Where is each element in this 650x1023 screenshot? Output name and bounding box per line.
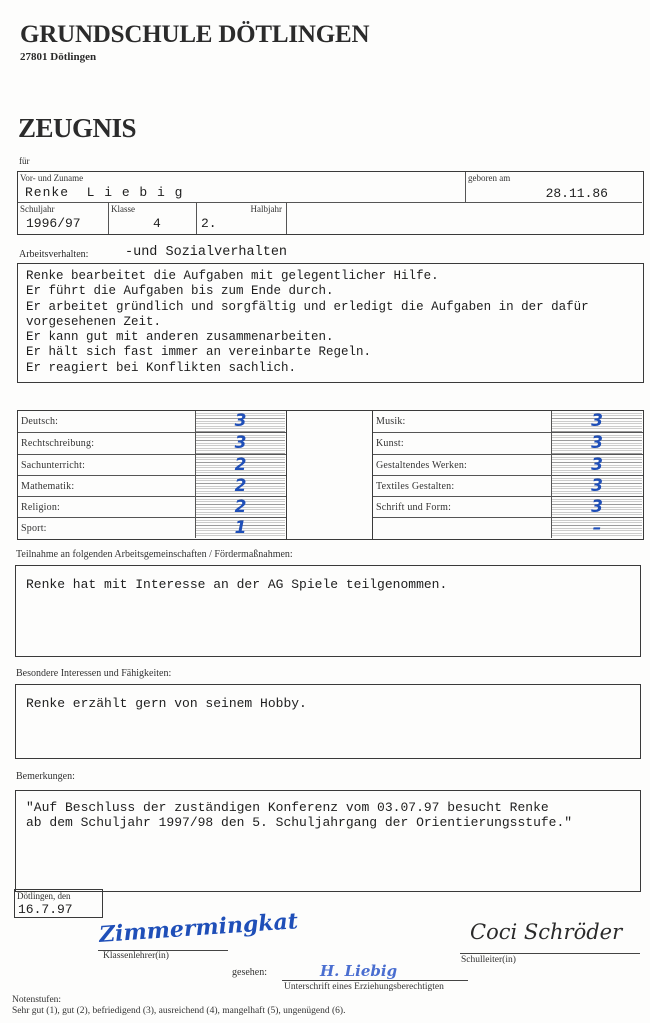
school-name: GRUNDSCHULE DÖTLINGEN [20, 21, 370, 48]
grade-value: 1 [234, 517, 247, 538]
notenstufen-text: Sehr gut (1), gut (2), befriedigend (3), ausreichend (4), mangelhaft (5), ungenügend (6). [12, 1006, 346, 1016]
arbeitsverhalten-line: Renke bearbeitet die Aufgaben mit gelegentlicher Hilfe. [26, 269, 439, 283]
interessen-box [15, 684, 641, 759]
grade-cell [195, 497, 285, 517]
grade-cell [551, 497, 642, 517]
grade-cell [551, 518, 642, 538]
issue-date: 16.7.97 [18, 902, 73, 917]
subject-name: Sachunterricht: [21, 460, 86, 471]
grade-row [373, 411, 643, 432]
grade-row [373, 475, 643, 496]
grade-row [373, 454, 643, 475]
arbeitsverhalten-line: Er führt die Aufgaben bis zum Ende durch. [26, 284, 334, 299]
klasse-cell [109, 203, 197, 234]
subject-name: Sport: [21, 523, 47, 534]
grades-table-left [17, 410, 287, 540]
grade-value: 3 [591, 496, 603, 517]
interessen-label: Besondere Interessen und Fähigkeiten: [16, 668, 172, 679]
grades-spacer-cell [285, 410, 374, 540]
grade-row [18, 496, 286, 517]
grade-row [18, 517, 286, 538]
grade-cell [195, 518, 285, 538]
grade-value: 3 [591, 475, 603, 496]
schuljahr-label: Schuljahr [20, 204, 55, 214]
grade-cell [195, 411, 285, 432]
halbjahr-label: Halbjahr [250, 204, 282, 214]
subject-name: Mathematik: [21, 481, 75, 492]
halbjahr-value: 2. [201, 216, 217, 231]
subject-name: Textiles Gestalten: [376, 481, 455, 492]
parent-signature: H. Liebig [320, 962, 398, 980]
grade-value: 2 [234, 454, 247, 475]
dob-cell [466, 172, 642, 203]
grade-row [373, 496, 643, 517]
arbeitsverhalten-label: Arbeitsverhalten: [19, 249, 89, 260]
place-label: Dötlingen, den [17, 891, 71, 901]
grade-cell [551, 433, 642, 454]
grade-row [373, 517, 643, 538]
arbeitsverhalten-line: Er arbeitet gründlich und sorgfältig und erledigt die Aufgaben in der dafür [26, 299, 589, 314]
arbeitsverhalten-line: vorgesehenen Zeit. [26, 314, 162, 329]
school-city: 27801 Dötlingen [20, 51, 97, 63]
bemerkungen-line: "Auf Beschluss der zuständigen Konferenz vom 03.07.97 besucht Renke [26, 800, 549, 815]
teilnahme-box [15, 565, 641, 657]
grade-row [18, 475, 286, 496]
teacher-signature: Zimmermingkat [98, 908, 299, 948]
subject-name: Deutsch: [21, 416, 59, 427]
parent-label: Unterschrift eines Erziehungsberechtigten [284, 982, 444, 992]
student-name: Renke L i e b i g [25, 185, 184, 200]
arbeitsverhalten-line: Er kann gut mit anderen zusammenarbeiten. [26, 330, 334, 345]
subject-name: Religion: [21, 502, 61, 513]
grade-cell [551, 455, 642, 475]
notenstufen-label: Notenstufen: [12, 995, 62, 1005]
dob-label: geboren am [468, 173, 511, 183]
grade-value: 3 [591, 433, 603, 453]
subject-name: Musik: [376, 416, 406, 427]
grade-value: 3 [591, 454, 603, 475]
document-title: ZEUGNIS [18, 113, 137, 143]
grade-cell [195, 476, 285, 496]
teilnahme-label: Teilnahme an folgenden Arbeitsgemeinschaften / Fördermaßnahmen: [16, 549, 293, 560]
grade-cell [195, 433, 285, 454]
arbeitsverhalten-line: Er reagiert bei Konflikten sachlich. [26, 360, 297, 375]
dob-value: 28.11.86 [545, 186, 608, 201]
schuljahr-cell [18, 203, 109, 234]
grade-row [373, 432, 643, 454]
grade-value: 2 [234, 496, 247, 517]
bemerkungen-box [15, 790, 641, 892]
grade-value: – [592, 517, 602, 538]
bemerkungen-label: Bemerkungen: [16, 771, 75, 782]
klasse-label: Klasse [111, 204, 135, 214]
subject-name: Schrift und Form: [376, 502, 452, 513]
grade-value: 3 [234, 433, 247, 453]
place-date-box [14, 889, 103, 918]
name-label: Vor- und Zuname [20, 173, 84, 183]
subject-name: Rechtschreibung: [21, 438, 95, 449]
parent-signature-line [282, 980, 468, 981]
grade-cell [551, 476, 642, 496]
grade-row [18, 411, 286, 432]
grade-value: 3 [591, 411, 603, 431]
halbjahr-cell [197, 203, 287, 234]
schuljahr-value: 1996/97 [26, 216, 81, 231]
teilnahme-text: Renke hat mit Interesse an der AG Spiele teilgenommen. [26, 577, 448, 592]
teacher-label: Klassenlehrer(in) [103, 951, 169, 961]
subject-name: Kunst: [376, 438, 404, 449]
arbeitsverhalten-label-suffix: -und Sozialverhalten [125, 245, 288, 260]
gesehen-label: gesehen: [232, 967, 267, 978]
bemerkungen-line: ab dem Schuljahr 1997/98 den 5. Schuljahrgang der Orientierungsstufe." [26, 815, 573, 830]
fuer-label: für [19, 156, 30, 166]
name-cell [18, 172, 466, 203]
arbeitsverhalten-line: Er hält sich fast immer an vereinbarte Regeln. [26, 345, 372, 360]
grades-table-right [372, 410, 644, 540]
grade-row [18, 432, 286, 454]
grade-row [18, 454, 286, 475]
grade-value: 3 [234, 411, 247, 431]
grade-cell [195, 455, 285, 475]
subject-name: Gestaltendes Werken: [376, 460, 468, 471]
principal-label: Schulleiter(in) [461, 955, 516, 965]
interessen-text: Renke erzählt gern von seinem Hobby. [26, 696, 307, 711]
arbeitsverhalten-box [17, 263, 644, 383]
grade-cell [551, 411, 642, 432]
student-info-grid [17, 171, 644, 235]
principal-signature-line [460, 953, 640, 954]
principal-signature: Coci Schröder [470, 920, 623, 944]
grade-value: 2 [234, 475, 247, 496]
klasse-value: 4 [153, 216, 161, 231]
